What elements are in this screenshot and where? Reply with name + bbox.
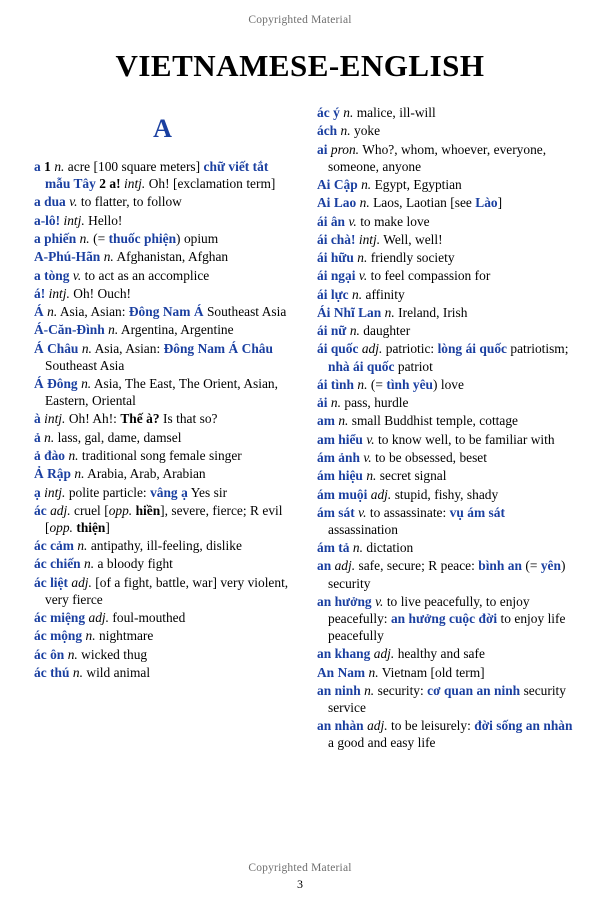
entry-headword: ai (317, 141, 328, 157)
entry-headword: am (317, 413, 335, 429)
dictionary-entry: ám sát v. to assassinate: vụ ám sát assassination (317, 504, 505, 537)
dictionary-entry: á! intj. Oh! Ouch! (34, 285, 132, 301)
section-letter: A (153, 114, 172, 143)
entry-headword: Á (34, 304, 44, 320)
dictionary-entry: ám tả n. dictation (317, 540, 414, 556)
dictionary-entry: ách n. yoke (317, 123, 381, 139)
dictionary-entry: Ả Rập n. Arabia, Arab, Arabian (34, 466, 206, 482)
dictionary-entry: a tòng v. to act as an accomplice (34, 267, 210, 283)
entry-headword: a-lô! (34, 212, 61, 228)
entry-headword: an khang (317, 646, 371, 662)
dictionary-entry: ái quốc adj. patriotic: lòng ái quốc patriotism; nhà ái quốc patriot (317, 341, 569, 374)
dictionary-entry: ám ảnh v. to be obsessed, beset (317, 449, 487, 465)
dictionary-entry: an khang adj. healthy and safe (317, 646, 485, 662)
dictionary-entry: à intj. Oh! Ah!: Thế à? Is that so? (34, 411, 218, 427)
dictionary-entry: A-Phú-Hãn n. Afghanistan, Afghan (34, 249, 229, 265)
dictionary-entry: am hiểu v. to know well, to be familiar with (317, 431, 555, 447)
entry-headword: ái tình (317, 376, 354, 392)
entry-headword: ác thú (34, 664, 70, 680)
dictionary-entry: Ai Lao n. Laos, Laotian [see Lào] (317, 195, 503, 211)
dictionary-entry: ái chà! intj. Well, well! (317, 231, 443, 247)
dictionary-entry: ác adj. cruel [opp. hiền], severe, fierce; R evil [opp. thiện] (34, 502, 283, 535)
entry-headword: ác cảm (34, 538, 74, 554)
dictionary-entry: ả đào n. traditional song female singer (34, 447, 242, 463)
entry-headword: ác miệng (34, 610, 86, 626)
entry-headword: Á Châu (34, 340, 79, 356)
entry-headword: A-Phú-Hãn (34, 249, 101, 265)
entry-headword: a dua (34, 194, 66, 210)
dictionary-entry: Ái Nhĩ Lan n. Ireland, Irish (317, 304, 468, 320)
dictionary-entry: ác thú n. wild animal (34, 664, 151, 680)
dictionary-entry: Ai Cập n. Egypt, Egyptian (317, 176, 462, 192)
entry-headword: ả (34, 429, 41, 445)
entry-headword: ái nữ (317, 323, 347, 339)
dictionary-entry: ái hữu n. friendly society (317, 250, 455, 266)
dictionary-entry: Á n. Asia, Asian: Đông Nam Á Southeast Asia (34, 304, 287, 320)
watermark-bottom: Copyrighted Material (248, 862, 352, 874)
entry-headword: ác chiến (34, 556, 81, 572)
entry-headword: An Nam (317, 664, 366, 680)
dictionary-entry: a dua v. to flatter, to follow (34, 194, 182, 210)
entry-headword: ái lực (317, 286, 349, 302)
dictionary-entry: ai pron. Who?, whom, whoever, everyone, someone, anyone (317, 141, 547, 174)
entry-headword: an ninh (317, 682, 361, 698)
dictionary-entry: ái nữ n. daughter (317, 323, 411, 339)
dictionary-entry: Á-Căn-Đình n. Argentina, Argentine (34, 322, 234, 338)
entry-headword: ác ôn (34, 646, 65, 662)
dictionary-entry: ác cảm n. antipathy, ill-feeling, dislike (34, 538, 242, 554)
watermark-top: Copyrighted Material (248, 14, 352, 26)
entry-headword: Á-Căn-Đình (34, 322, 105, 338)
entry-headword: ác ý (317, 105, 340, 120)
dictionary-entry: an hưởng v. to live peacefully, to enjoy peacefully: an hưởng cuộc đời to enjoy life peacefully (317, 593, 566, 644)
dictionary-entry: ái ngại v. to feel compassion for (317, 268, 491, 284)
dictionary-entry: Á Đông n. Asia, The East, The Orient, Asian, Eastern, Oriental (34, 376, 278, 409)
left-column (34, 104, 291, 753)
entry-headword: ải (317, 395, 328, 411)
entry-headword: Ai Cập (317, 176, 358, 192)
dictionary-entry: am n. small Buddhist temple, cottage (317, 413, 518, 429)
entry-headword: ái hữu (317, 250, 354, 266)
entry-headword: a phiến (34, 230, 77, 246)
dictionary-entry: ái lực n. affinity (317, 286, 405, 302)
entry-headword: ái quốc (317, 341, 359, 357)
columns-container (34, 104, 574, 753)
entry-headword: ạ (34, 484, 41, 500)
page-title: VIETNAMESE-ENGLISH (115, 48, 485, 83)
page-number: 3 (297, 877, 303, 891)
entry-headword: ác mộng (34, 628, 83, 644)
dictionary-entry: an ninh n. security: cơ quan an ninh security service (317, 682, 566, 715)
entry-headword: an nhàn (317, 718, 364, 734)
dictionary-entry: Á Châu n. Asia, Asian: Đông Nam Á Châu Southeast Asia (34, 340, 273, 373)
entry-headword: an hưởng (317, 593, 372, 609)
entry-headword: ái chà! (317, 231, 356, 247)
dictionary-entry: ạ intj. polite particle: vâng ạ Yes sir (34, 484, 228, 500)
entry-headword: ác (34, 502, 47, 518)
entry-headword: ái ngại (317, 268, 356, 284)
entry-headword: à (34, 411, 41, 427)
entry-headword: a tòng (34, 267, 70, 283)
entry-headword: Ai Lao (317, 195, 357, 211)
entry-headword: ám muội (317, 486, 368, 502)
entry-headword: am hiểu (317, 431, 363, 447)
dictionary-entry: ái ân v. to make love (317, 213, 430, 229)
dictionary-entry: a phiến n. (= thuốc phiện) opium (34, 230, 219, 246)
dictionary-entry: ả n. lass, gal, dame, damsel (34, 429, 182, 445)
entry-headword: Ái Nhĩ Lan (317, 304, 382, 320)
entry-headword: Á Đông (34, 376, 78, 391)
entry-headword: Ả Rập (34, 466, 71, 482)
dictionary-entry: ác chiến n. a bloody fight (34, 556, 173, 572)
dictionary-entry: ác ôn n. wicked thug (34, 646, 148, 662)
dictionary-entry: a 1 n. acre [100 square meters] chữ viết tắt mẫu Tây 2 a! intj. Oh! [exclamation term] (34, 159, 276, 192)
entry-headword: ám sát (317, 504, 355, 520)
entry-headword: an (317, 558, 332, 574)
entry-headword: ám hiệu (317, 468, 363, 484)
dictionary-entry: ái tình n. (= tình yêu) love (317, 376, 464, 392)
dictionary-entry: an nhàn adj. to be leisurely: đời sống an nhàn a good and easy life (317, 718, 573, 751)
dictionary-entry: An Nam n. Vietnam [old term] (317, 664, 485, 680)
dictionary-entry: ác liệt adj. [of a fight, battle, war] very violent, very fierce (34, 574, 289, 607)
entry-headword: ả đào (34, 447, 65, 463)
dictionary-entry: ác ý n. malice, ill-will (317, 105, 436, 120)
dictionary-entry: an adj. safe, secure; R peace: bình an (= yên) security (317, 558, 566, 591)
entry-headword: ám ảnh (317, 449, 360, 465)
entry-headword: ám tả (317, 540, 350, 556)
dictionary-entry: ám muội adj. stupid, fishy, shady (317, 486, 499, 502)
dictionary-entry: ải n. pass, hurdle (317, 395, 409, 411)
dictionary-entry: a-lô! intj. Hello! (34, 212, 123, 228)
dictionary-entry: ác mộng n. nightmare (34, 628, 154, 644)
entry-headword: ác liệt (34, 574, 68, 590)
entry-headword: a (34, 159, 41, 174)
entry-headword: ách (317, 123, 338, 139)
entry-headword: ái ân (317, 213, 346, 229)
right-column (317, 104, 574, 753)
entry-headword: á! (34, 285, 46, 301)
dictionary-entry: ám hiệu n. secret signal (317, 468, 447, 484)
dictionary-entry: ác miệng adj. foul-mouthed (34, 610, 186, 626)
